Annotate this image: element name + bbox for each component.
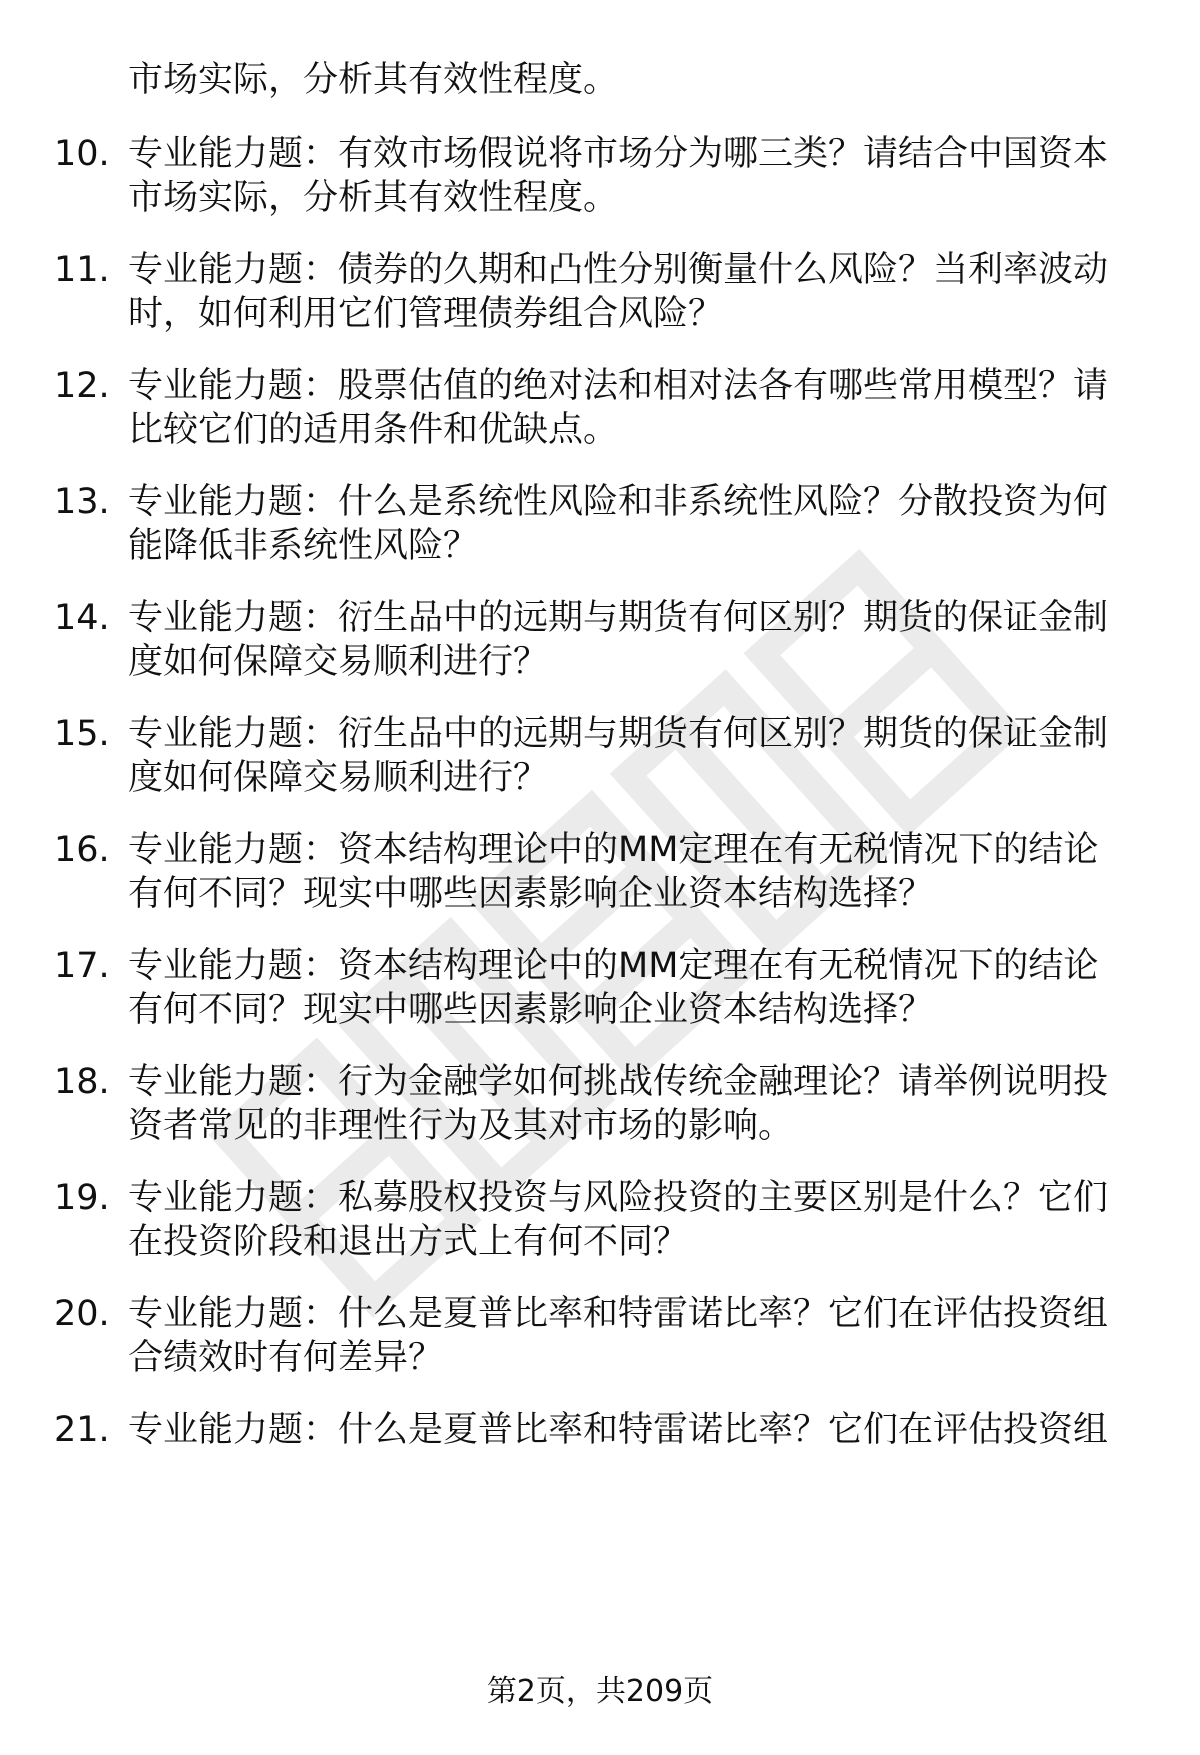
question-text-line2: 度如何保障交易顺利进行？ (128, 642, 549, 682)
question-text-line2: 合绩效时有何差异？ (128, 1338, 444, 1378)
question-text-line2: 能降低非系统性风险？ (128, 526, 479, 566)
question-number: 17. (54, 946, 110, 986)
question-text-line1: 专业能力题：什么是夏普比率和特雷诺比率？它们在评估投资组 (128, 1410, 1109, 1450)
question-text-line1: 专业能力题：资本结构理论中的MM定理在有无税情况下的结论 (128, 830, 1099, 870)
question-text-line2: 资者常见的非理性行为及其对市场的影响。 (128, 1106, 794, 1146)
question-text-line1: 专业能力题：债券的久期和凸性分别衡量什么风险？当利率波动 (128, 250, 1109, 290)
question-text-line2: 在投资阶段和退出方式上有何不同？ (128, 1222, 689, 1262)
question-number: 19. (54, 1178, 110, 1218)
question-text-line2: 度如何保障交易顺利进行？ (128, 758, 549, 798)
question-text-line2: 有何不同？现实中哪些因素影响企业资本结构选择？ (128, 874, 934, 914)
question-number: 14. (54, 598, 110, 638)
question-number: 16. (54, 830, 110, 870)
question-text-line1: 专业能力题：私募股权投资与风险投资的主要区别是什么？它们 (128, 1178, 1109, 1218)
question-text-line1: 专业能力题：股票估值的绝对法和相对法各有哪些常用模型？请 (128, 366, 1109, 406)
question-number: 13. (54, 482, 110, 522)
question-number: 10. (54, 134, 110, 174)
question-number: 18. (54, 1062, 110, 1102)
question-number: 11. (54, 250, 110, 290)
question-text-line2: 比较它们的适用条件和优缺点。 (128, 410, 619, 450)
question-text-line2: 有何不同？现实中哪些因素影响企业资本结构选择？ (128, 990, 934, 1030)
question-number: 21. (54, 1410, 110, 1450)
question-number: 12. (54, 366, 110, 406)
question-text-line1: 专业能力题：什么是夏普比率和特雷诺比率？它们在评估投资组 (128, 1294, 1109, 1334)
question-text-line1: 专业能力题：资本结构理论中的MM定理在有无税情况下的结论 (128, 946, 1099, 986)
question-text-line1: 专业能力题：衍生品中的远期与期货有何区别？期货的保证金制 (128, 714, 1109, 754)
page-footer: 第2页，共209页 (486, 1674, 714, 1709)
question-text-line1: 专业能力题：衍生品中的远期与期货有何区别？期货的保证金制 (128, 598, 1109, 638)
question-text-line1: 专业能力题：行为金融学如何挑战传统金融理论？请举例说明投 (128, 1062, 1109, 1102)
question-text-line2: 时，如何利用它们管理债券组合风险？ (128, 294, 724, 334)
question-text-line2: 市场实际，分析其有效性程度。 (128, 178, 619, 218)
continuation-line: 市场实际，分析其有效性程度。 (128, 60, 619, 100)
question-text-line1: 专业能力题：什么是系统性风险和非系统性风险？分散投资为何 (128, 482, 1109, 522)
question-number: 20. (54, 1294, 110, 1334)
question-text-line1: 专业能力题：有效市场假说将市场分为哪三类？请结合中国资本 (128, 134, 1109, 174)
question-number: 15. (54, 714, 110, 754)
